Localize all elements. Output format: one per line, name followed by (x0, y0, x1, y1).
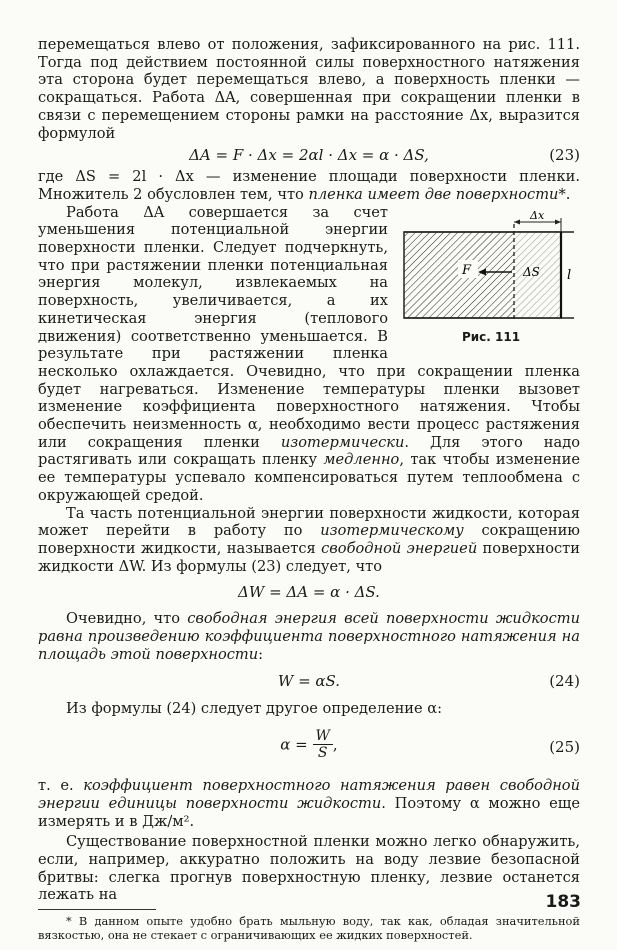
paragraph-7-emphasis: коэффициент поверхностного натяжения равен свободной энергии единицы поверхности жидкости (38, 777, 580, 812)
equation-24-formula: W = αS. (277, 671, 341, 690)
paragraph-4-text-c: поверхности жидкости ΔW. Из формулы (23) следует, что (38, 539, 580, 575)
equation-free-energy (38, 579, 580, 605)
figure-label-F: F (462, 262, 472, 278)
paragraph-5 (38, 610, 580, 663)
paragraph-3-text-c: , так чтобы изменение ее температуры успевало компенсироваться путем теплообмена с окружающей средой. (38, 451, 580, 504)
paragraph-7-text-a: т. е. (38, 777, 84, 795)
paragraph-3-text-b: . Для этого надо растягивать или сокращать пленку (38, 433, 580, 469)
paragraph-3-text-a: Работа ΔA совершается за счет уменьшения потенциальной энергии поверхности пленки. Следует подчеркнуть, что при растяжении пленки потенциальная энергия молекул, извлекаемых на поверхность, увеличивается, а их кинетическая энергия (теплового движения) соответственно уменьшается. В результате при растяжении пленка несколько охлаждается. Очевидно, что при сокращении пленка будет нагреваться. Изменение температуры пленки вызовет изменение коэффициента поверхностного натяжения. Чтобы обеспечить неизменность α, необходимо вести процесс растяжения или сокращения пленки (38, 203, 580, 451)
dx-arrow-left (514, 219, 520, 224)
equation-25-comma: , (332, 735, 338, 754)
page-number: 183 (545, 892, 581, 912)
paragraph-2-emphasis: пленка имеет две поверхности (308, 185, 559, 203)
paragraph-4-text-a: Та часть потенциальной энергии поверхности жидкости, которая может перейти в работу по (38, 504, 580, 540)
figure-111 (402, 210, 580, 350)
paragraph-3-emphasis-1: изотермически (280, 433, 405, 451)
paragraph-7-text-b: . Поэтому α можно еще измерять и в Дж/м². (38, 794, 580, 830)
figure-111-diagram (402, 210, 580, 328)
page-body (38, 36, 580, 942)
dx-arrow-right (555, 219, 561, 224)
paragraph-4-emphasis-2: свободной энергией (321, 539, 478, 557)
equation-24 (38, 668, 580, 694)
figure-111-caption: Рис. 111 (461, 329, 521, 344)
equation-23-formula: ΔA = F · Δx = 2αl · Δx = α · ΔS, (189, 146, 429, 165)
paragraph-7 (38, 777, 580, 830)
figure-label-dx: Δx (530, 209, 545, 222)
paragraph-4 (38, 505, 580, 576)
equation-25-number: (25) (549, 738, 580, 757)
equation-24-number: (24) (549, 671, 580, 690)
footnote: * В данном опыте удобно брать мыльную воду, так как, обладая значительной вязкостью, она не стекает с ограничивающих ее жидких поверхностей. (38, 914, 580, 943)
paragraph-4-text-b: сокращению поверхности жидкости, называется (38, 522, 580, 557)
paragraph-1: перемещаться влево от положения, зафиксированного на рис. 111. Тогда под действием постоянной силы поверхностного натяжения эта сторона будет перемещаться влево, а поверхность пленки — сокращаться. Работа ΔA, совершенная при сокращении пленки в связи с перемещением стороны рамки на расстояние Δx, выразится формулой (38, 36, 580, 142)
paragraph-6: Из формулы (24) следует другое определение α: (66, 699, 443, 717)
equation-25-lhs: α = (280, 735, 308, 754)
equation-25-fraction (313, 728, 333, 761)
paragraph-2 (38, 168, 580, 203)
paragraph-3-emphasis-2: медленно (323, 451, 400, 469)
equation-23 (38, 142, 580, 168)
paragraph-8: Существование поверхностной пленки можно легко обнаружить, если, например, аккуратно положить на воду лезвие безопасной бритвы: слегка прогнув поверхностную пленку, лезвие останется лежать на (38, 833, 580, 904)
figure-label-dS: ΔS (523, 264, 540, 279)
paragraph-5-text-b: : (258, 645, 264, 663)
paragraph-2-text-a: где ΔS = 2l · Δx — изменение площади поверхности пленки. Множитель 2 обусловлен тем, что (38, 168, 580, 203)
paragraph-4-emphasis-1: изотермическому (320, 522, 464, 540)
paragraph-5-text-a: Очевидно, что (66, 610, 188, 628)
equation-25-numerator: W (313, 728, 333, 745)
equation-25 (38, 725, 580, 769)
figure-label-l: l (567, 267, 572, 283)
footnote-rule (38, 909, 156, 910)
equation-23-number: (23) (549, 146, 580, 165)
equation-25-formula (38, 728, 580, 761)
equation-free-energy-formula: ΔW = ΔA = α · ΔS. (238, 583, 380, 602)
equation-25-denominator: S (317, 745, 328, 762)
paragraph-2-text-b: *. (558, 185, 571, 203)
paragraph-5-emphasis: свободная энергия всей поверхности жидкости равна произведению коэффициента поверхностного натяжения на площадь этой поверхности (38, 610, 580, 663)
